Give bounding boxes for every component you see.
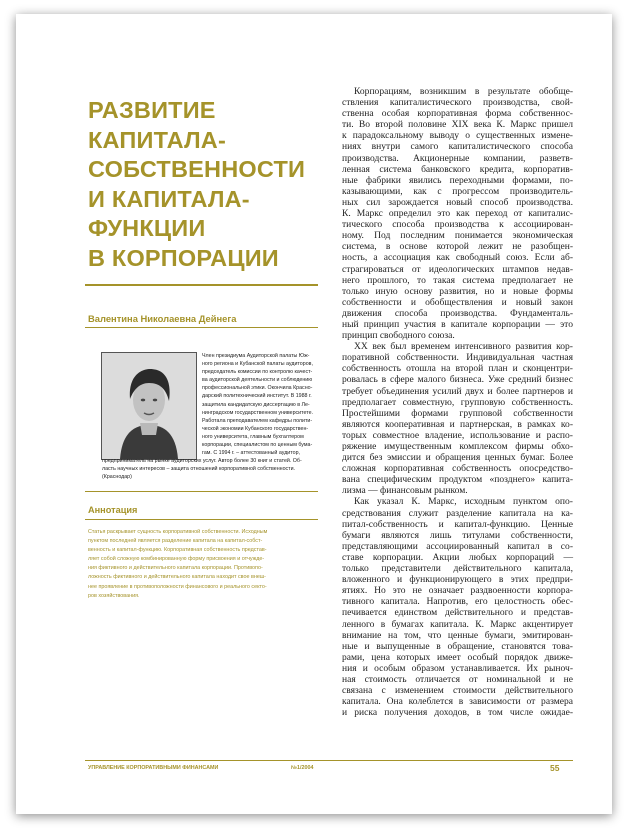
body-line: торых совместное владение, использование и распо- <box>342 429 573 441</box>
body-line: ному. Под последним понимается экономическая <box>342 230 573 242</box>
footer-journal-title: УПРАВЛЕНИЕ КОРПОРАТИВНЫМИ ФИНАНСАМИ <box>88 765 219 771</box>
bio-line: Член президиума Аудиторской палаты Юж- <box>202 353 310 359</box>
body-line: ния и особым образом устанавливается. Их рыноч- <box>342 662 573 674</box>
body-line: связана с изменением стоимости действительного <box>342 685 573 697</box>
body-line: вана специфическим продуктом «позднего» капита- <box>342 474 573 486</box>
title-line: И КАПИТАЛА- <box>88 185 250 212</box>
article-body <box>342 86 573 718</box>
annotation-line: нее проявление в противоположности финансового и реального секто- <box>88 583 267 590</box>
body-line: тивного капитала. Напротив, его целостность обес- <box>342 596 573 608</box>
annotation-line: ния фиктивного и действительного капитала корпорации. Противопо- <box>88 565 263 572</box>
body-line: средствования служит разделение капитала на ка- <box>342 507 573 519</box>
body-line: ность, а ассоциация как свободный союз. Если аб- <box>342 252 573 264</box>
body-line: ные фабрики явились переходными формами, по- <box>342 174 573 186</box>
bio-line: нинградском государственном университете. <box>202 409 314 416</box>
annotation-divider <box>85 519 318 520</box>
title-line: КАПИТАЛА- <box>88 126 227 153</box>
body-line: дится без эмиссии и обращения ценных бумаг. Более <box>342 452 573 464</box>
body-line: печивается единством действительного и представ- <box>342 607 573 619</box>
body-line: рами, цена которых имеет особый порядок движе- <box>342 651 573 663</box>
title-line: ФУНКЦИИ <box>88 215 206 241</box>
body-line: внимание на том, что ценные бумаги, эмитирован- <box>342 629 573 641</box>
body-line: питал-собственность и капитал-функцию. Ценные <box>342 518 573 530</box>
body-line: ные и выпущенные в обращение, становятся това- <box>342 640 573 652</box>
body-line: ная стоимость отличается от номинальной и не <box>342 673 573 685</box>
body-line: Как указал К. Маркс, исходным пунктом опо- <box>354 496 573 508</box>
article-title <box>88 96 306 273</box>
body-line: Корпорациям, возникшим в результате обобще- <box>354 86 573 97</box>
body-line: поративной собственности. Индивидуальная частная <box>342 352 573 364</box>
body-line: движения способа производства. Фундаменталь- <box>342 307 573 319</box>
body-line: только представители действительного капитала, <box>342 563 573 575</box>
author-divider <box>85 327 318 328</box>
body-line: тического способа производства к ассоциирован- <box>342 219 573 231</box>
bio-line: гам. С 1994 г. – аттестованный аудитор, <box>202 450 300 457</box>
bio-line: председатель комиссии по контролю качест- <box>202 369 313 376</box>
bio-line: ного университета, главным бухгалтером <box>202 433 304 440</box>
author-name: Валентина Николаевна Дейнега <box>88 313 237 324</box>
annotation-text <box>88 528 318 601</box>
bio-line: дарский политехнический институт. В 1988 г. <box>202 393 312 400</box>
body-line: капитала. Она колеблется в зависимости от размера <box>342 696 573 708</box>
footer-issue: №1/2004 <box>291 765 314 771</box>
body-line: сложная корпоративная собственность опосредство- <box>342 463 573 475</box>
bio-line: ва аудиторской деятельности и соблюдению <box>202 377 313 384</box>
footer-divider <box>85 760 573 761</box>
body-line: и риска получения доходов, в том числе ожидае- <box>342 707 573 719</box>
body-line: казывающими, как с прогрессом производитель- <box>342 185 573 197</box>
bio-divider <box>85 491 318 492</box>
body-line: ственна особая корпоративная форма собственнос- <box>342 108 573 120</box>
body-line: ленная система банковского кредита, корпоратив- <box>342 163 573 175</box>
title-line: СОБСТВЕННОСТИ <box>88 156 306 182</box>
annotation-line: ров хозяйствования. <box>88 592 140 599</box>
body-line: только иную основу развития, но и новые формы <box>342 285 573 297</box>
body-line: страгироваться от идеологических штампов недав- <box>342 263 573 275</box>
annotation-heading: Аннотация <box>88 505 138 515</box>
body-line: Простейшими формами групповой собственности <box>342 407 573 419</box>
body-line: вложенного и функционирующего в этих предпри- <box>342 574 573 586</box>
body-line: ствления капиталистического производства, свой- <box>342 97 573 109</box>
body-line: XX век был временем интенсивного развития кор- <box>354 341 573 353</box>
bio-line: корпорации, специалистом по ценным бума- <box>202 442 313 449</box>
body-line: ятиях. Но это не означает раздвоенности корпора- <box>342 585 573 597</box>
title-divider <box>85 284 318 286</box>
body-line: лизма — финансовым рынком. <box>342 485 468 497</box>
body-line: ных сил зарождается новый способ производства. <box>342 196 573 208</box>
body-line: собственности и обобществления и новый закон <box>342 296 573 308</box>
body-line: являются кооперативная и партнерская, в рамках ко- <box>342 418 573 430</box>
journal-page <box>16 14 612 814</box>
title-line: В КОРПОРАЦИИ <box>88 244 279 271</box>
annotation-line: пунктом последней является разделение капитала на капитал-собст- <box>88 538 263 545</box>
body-line: собственность отошла на второй план и сконцентри- <box>342 363 573 375</box>
bio-line: (Краснодар) <box>102 474 132 481</box>
author-bio <box>102 352 318 482</box>
page-number: 55 <box>550 763 560 773</box>
annotation-line: венность и капитал-функцию. Корпоративная собственность представ- <box>88 547 267 554</box>
body-line: ряжение имущественным комплексом фирмы обхо- <box>342 441 573 452</box>
title-line: РАЗВИТИЕ <box>88 97 216 123</box>
body-line: бумаги являются лишь титулами собственности, <box>342 529 573 541</box>
body-line: система, в основе которой лежит не разобщен- <box>342 241 573 253</box>
bio-line: профессиональной этики. Окончила Красно- <box>202 385 313 392</box>
body-line: требует объединения усилий двух и более партнеров и <box>342 385 573 397</box>
body-line: представляющими ассоциированный капитал в со- <box>342 540 573 552</box>
body-line: принцип свободного союза. <box>342 330 455 342</box>
body-line: ный принцип участия в капитале корпорации — это <box>342 318 573 330</box>
annotation-line: ложность фиктивного и действительного капитала находит свое внеш- <box>88 574 266 581</box>
body-line: предполагает совместную, групповую собственность. <box>342 396 573 408</box>
bio-line: предприниматель на рынке аудиторских услуг. Автор более 30 книг и статей. Об- <box>102 458 302 465</box>
body-line: к парадоксальному выводу о существенных измене- <box>342 130 573 142</box>
body-line: ти. Во второй половине XIX века К. Маркс пришел <box>342 119 573 131</box>
body-line: ленного в бумагах капитала. К. Маркс акцентирует <box>342 618 573 630</box>
bio-line: ласть научных интересов – защита отношений корпоративной собственности. <box>102 466 296 473</box>
bio-line: ного региона и Кубанской палаты аудиторов, <box>202 361 313 368</box>
body-line: ровалась в сфере малого бизнеса. Уже средний бизнес <box>342 374 573 386</box>
body-line: ниях внутри самого капиталистического способа <box>342 141 573 153</box>
annotation-line: Статья раскрывает сущность корпоративной собственности. Исходным <box>88 529 268 535</box>
body-line: него прошлого, то такая система предполагает не <box>342 274 573 286</box>
body-line: К. Маркс определил это как переход от капиталис- <box>342 208 573 220</box>
bio-line: Работала преподавателем кафедры полити- <box>202 417 313 424</box>
bio-line: ческой экономии Кубанского государствен- <box>202 425 309 432</box>
bio-line: защитила кандидатскую диссертацию в Ле- <box>202 401 310 408</box>
annotation-line: ляет собой сложную комбинированную форму присвоения и отчужде- <box>88 556 265 563</box>
body-line: ставе корпорации. Акции любых корпораций — <box>342 551 573 563</box>
body-line: производства. Акционерные компании, разветв- <box>342 152 573 164</box>
